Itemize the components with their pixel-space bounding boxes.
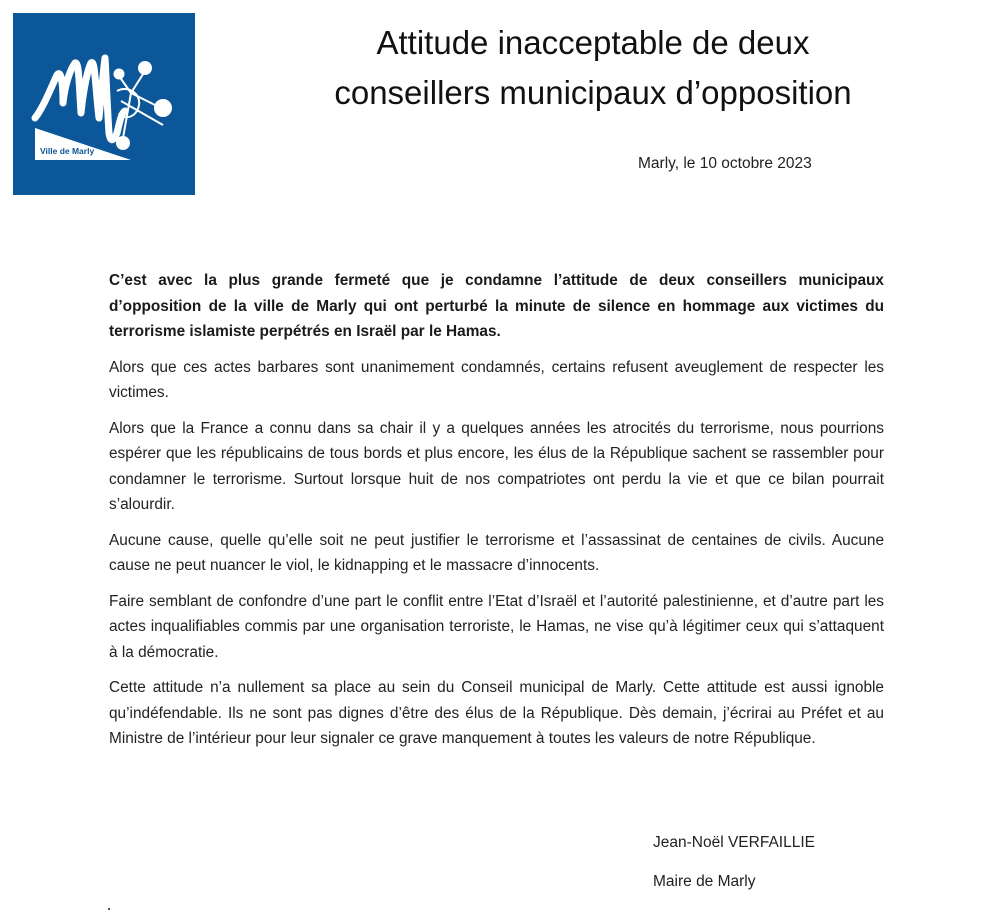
title-line-1: Attitude inacceptable de deux: [376, 24, 810, 61]
title-line-2: conseillers municipaux d’opposition: [334, 74, 852, 111]
document-title: [300, 18, 886, 118]
paragraph: Cette attitude n’a nullement sa place au sein du Conseil municipal de Marly. Cette attitude est aussi ignoble qu’indéfendable. Ils ne sont pas dignes d’être des élus de la République. Dès demain, j’écrirai au Préfet et au Ministre de l’intérieur pour leur signaler ce grave manquement à toutes les valeurs de notre République.: [109, 679, 884, 747]
paragraph: Faire semblant de confondre d’une part le conflit entre l’Etat d’Israël et l’autorité palestinienne, et d’autre part les actes inqualifiables commis par une organisation terroriste, le Hamas, ne vise qu’à légitimer ceux qui s’attaquent à la démocratie.: [109, 592, 884, 661]
paragraph: Alors que ces actes barbares sont unanimement condamnés, certains refusent aveuglement de respecter les victimes.: [109, 358, 884, 401]
paragraph-lead: C’est avec la plus grande fermeté que je condamne l’attitude de deux conseillers municipaux d’opposition de la ville de Marly qui ont perturbé la minute de silence en hommage aux victimes du terrorisme islamiste perpétrés en Israël par le Hamas.: [109, 272, 884, 340]
logo-text: Ville de Marly: [40, 146, 95, 156]
marly-emblem-icon: [13, 13, 195, 195]
document-date: Marly, le 10 octobre 2023: [638, 155, 812, 172]
signature-role: Maire de Marly: [653, 873, 756, 890]
signature-name: Jean-Noël VERFAILLIE: [653, 834, 815, 851]
stray-mark: [108, 908, 110, 910]
document-body: [109, 268, 884, 762]
paragraph: Aucune cause, quelle qu’elle soit ne peut justifier le terrorisme et l’assassinat de centaines de civils. Aucune cause ne peut nuancer le viol, le kidnapping et le massacre d’innocents.: [109, 531, 884, 574]
ville-de-marly-logo: [13, 13, 195, 195]
paragraph: Alors que la France a connu dans sa chair il y a quelques années les atrocités du terrorisme, nous pourrions espérer que les républicains de tous bords et plus encore, les élus de la République sachent se rassembler pour condamner le terrorisme. Surtout lorsque huit de nos compatriotes ont perdu la vie et que ce bilan pourrait s’alourdir.: [109, 419, 884, 513]
